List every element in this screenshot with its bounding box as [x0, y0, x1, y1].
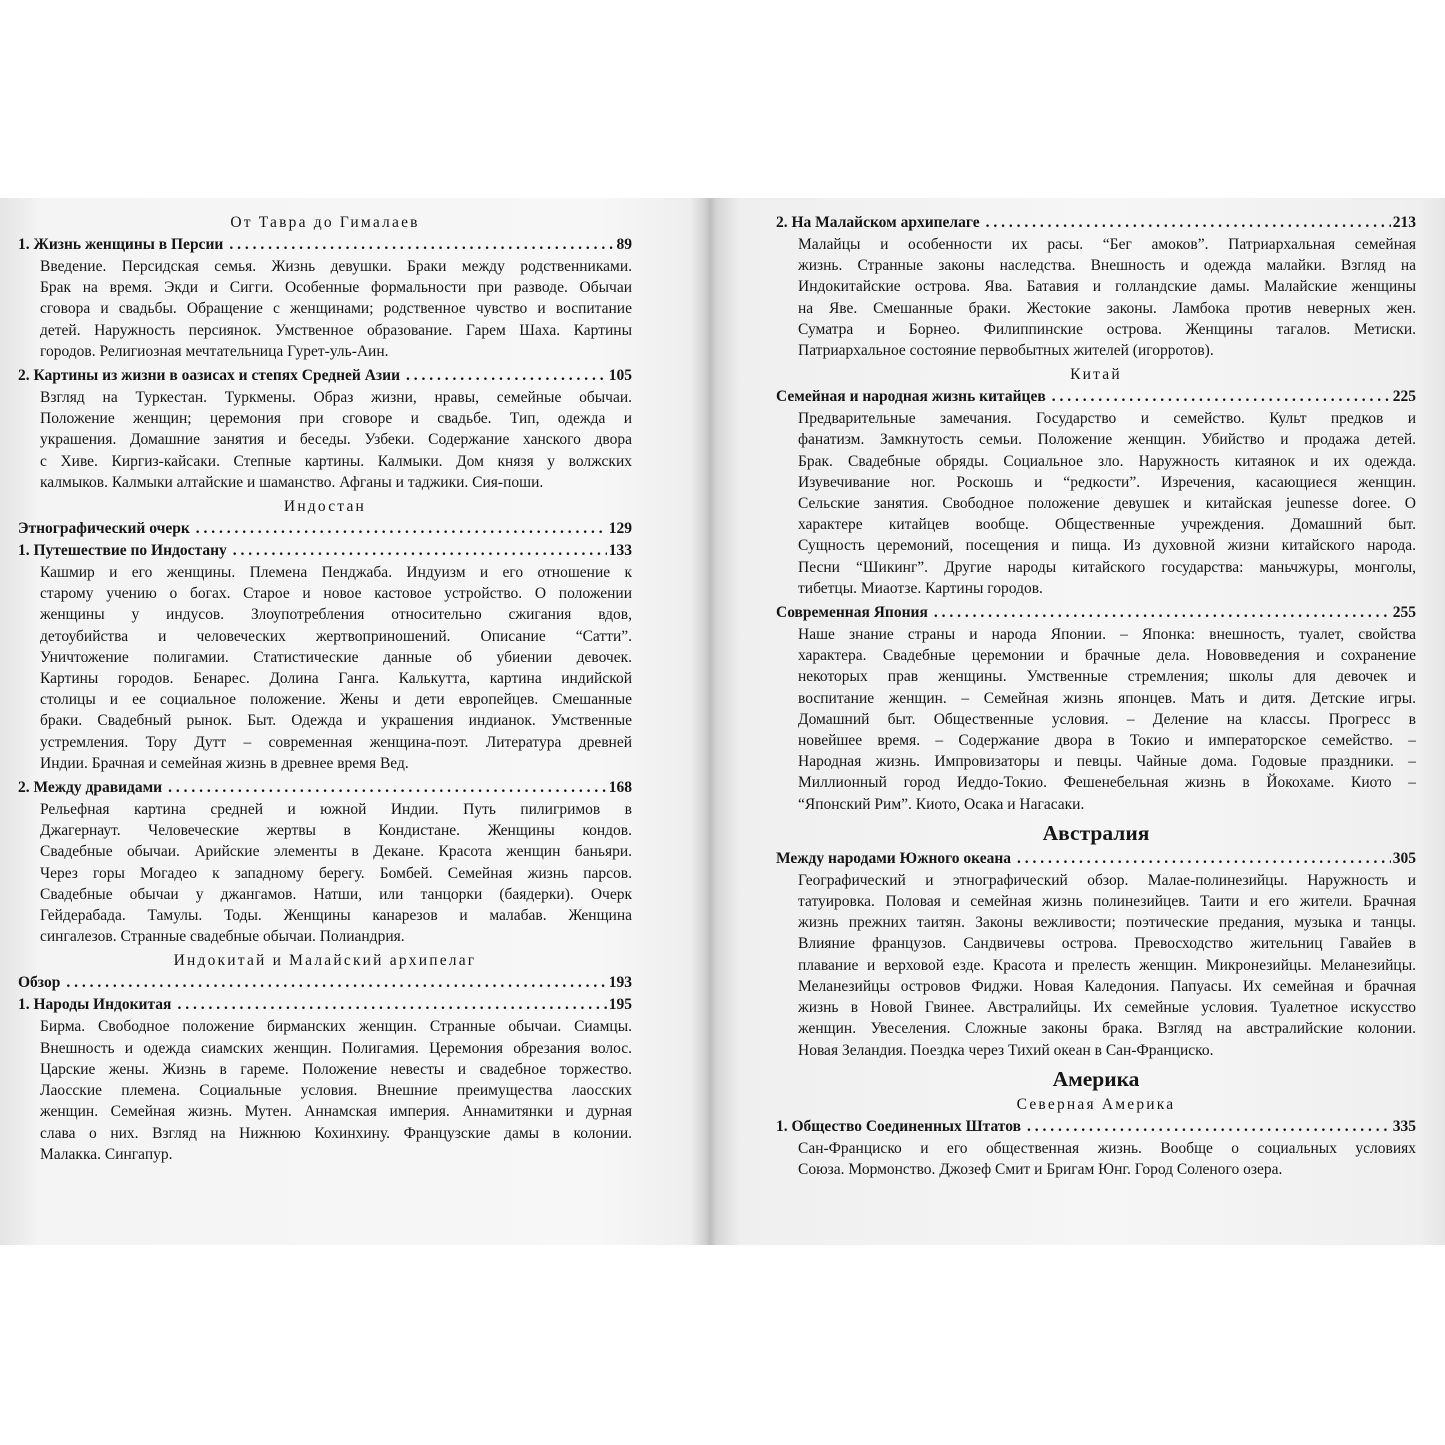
page-number: 193	[608, 974, 632, 992]
entry-title: Современная Япония	[776, 604, 928, 622]
description-line: плавание и верховой езде. Красота и прелесть женщин. Микронезийцы. Меланезийцы.	[798, 956, 1416, 974]
page-number: 168	[608, 779, 632, 797]
dot-leader	[934, 602, 1391, 624]
dot-leader	[1017, 848, 1391, 870]
entry-description	[798, 624, 1416, 815]
entry-title: 2. На Малайском архипелаге	[776, 214, 980, 231]
section-heading: От Тавра до Гималаев	[230, 214, 420, 231]
entry-description	[40, 1016, 632, 1164]
page-number: 89	[616, 236, 632, 253]
description-line: столицы и ее социальное положение. Жены и дети европейцев. Смешанные	[40, 691, 632, 709]
description-line: Царские жены. Жизнь в гареме. Положение невесты и свадебное торжество.	[40, 1060, 632, 1078]
dot-leader	[406, 365, 607, 387]
description-line: Малайцы и особенности их расы. “Бег амоков”. Патриархальная семейная	[798, 236, 1416, 253]
description-line: Индокитайские острова. Ява. Батавия и голландские дамы. Малайские женщины	[798, 278, 1416, 296]
dot-leader	[229, 234, 614, 256]
description-line: Сан-Франциско и его общественная жизнь. Вообще о социальных условиях	[798, 1139, 1416, 1157]
toc-entry[interactable]	[18, 234, 632, 256]
entry-title: Между народами Южного океана	[776, 849, 1012, 867]
description-line: Кашмир и его женщины. Племена Пенджаба. Индуизм и его отношение к	[40, 564, 632, 582]
dot-leader	[196, 518, 607, 540]
description-line: Внешность и одежда сиамских женщин. Полигамия. Церемония обрезания волос.	[40, 1039, 632, 1057]
description-line: Рельефная картина средней и южной Индии. Путь пилигримов в	[40, 801, 632, 819]
description-line: Брак. Свадебные обряды. Социальное зло. Наружность китаянок и их одежда.	[798, 452, 1416, 470]
description-line: женщин. Семейная жизнь. Мутен. Аннамская империя. Аннамитянки и дурная	[40, 1103, 632, 1121]
page-number: 255	[1392, 604, 1416, 622]
entry-title: 2. Между дравидами	[18, 779, 163, 797]
section-heading: Австралия	[1042, 820, 1150, 845]
description-line: характера. Свадебные церемонии и брачные дела. Нововведения и сохранение	[798, 647, 1416, 665]
section-heading: Китай	[1070, 366, 1122, 384]
description-line: Малакка. Сингапур.	[40, 1145, 173, 1163]
description-line: Наше знание страны и народа Японии. – Японка: внешность, туалет, свойства	[798, 626, 1416, 644]
page-number: 129	[608, 520, 632, 538]
description-line: характере китайцев вообще. Общественные учреждения. Домашний быт.	[798, 516, 1416, 534]
toc-entry[interactable]	[18, 994, 632, 1016]
entry-title: 2. Картины из жизни в оазисах и степях Средней Азии	[18, 367, 401, 385]
description-line: устремления. Тору Дутт – современная женщина-поэт. Литература древней	[40, 733, 632, 751]
description-line: Патриархальное состояние первобытных жителей (игорротов).	[798, 342, 1214, 360]
description-line: браки. Свадебный рынок. Быт. Одежда и украшения индианок. Умственные	[40, 712, 632, 730]
section-heading: Индостан	[283, 498, 367, 516]
spacer	[18, 1165, 632, 1168]
section-heading: Северная Америка	[1016, 1095, 1176, 1113]
section-heading: Америка	[1052, 1066, 1140, 1091]
description-line: Меланезийцы островов Фиджи. Новая Каледония. Папуасы. Их семейная и брачная	[798, 977, 1416, 995]
description-line: новейшее время. – Содержание двора в Токио и императорское семейство. –	[798, 732, 1416, 750]
entry-title: 1. Путешествие по Индостану	[18, 542, 227, 560]
description-line: Свадебные обычаи. Арийские элементы в Декане. Красота женщин баньяри.	[40, 843, 632, 861]
description-line: Домашний быт. Общественные условия. – Деление на классы. Прогресс в	[798, 710, 1416, 728]
entry-title: Обзор	[18, 974, 61, 992]
description-line: Джагернаут. Человеческие жертвы в Кондистане. Женщины кондов.	[40, 822, 632, 840]
description-line: Союза. Мормонство. Джозеф Смит и Бригам Юнг. Город Соленого озера.	[798, 1160, 1283, 1178]
entry-description	[798, 1138, 1416, 1180]
entry-title: Семейная и народная жизнь китайцев	[776, 388, 1046, 406]
description-line: Географический и этнографический обзор. Малае-полинезийцы. Наружность и	[798, 871, 1416, 889]
description-line: Изувечивание ног. Роскошь и “редкости”. Изречения, касающиеся женщин.	[798, 473, 1416, 491]
entry-title: 1. Общество Соединенных Штатов	[776, 1117, 1021, 1135]
page-number: 195	[608, 996, 632, 1014]
description-line: Картины городов. Бенарес. Долина Ганга. Калькутта, картина индийской	[40, 670, 632, 688]
description-line: калмыков. Калмыки алтайские и шаманство. Афганы и таджики. Сия-поши.	[40, 473, 544, 491]
description-line: фанатизм. Замкнутость семьи. Положение женщин. Убийство и продажа детей.	[798, 431, 1416, 449]
description-line: Влияние французов. Сандвичевы острова. Превосходство жительниц Гавайев в	[798, 935, 1416, 953]
toc-entry[interactable]	[776, 386, 1416, 408]
entry-description	[40, 799, 632, 947]
description-line: воспитание женщин. – Семейная жизнь японцев. Мать и дитя. Детские игры.	[798, 689, 1416, 707]
toc-entry[interactable]	[776, 602, 1416, 624]
description-line: Свадебные обычаи у джангамов. Натши, или танцорки (баядерки). Очерк	[40, 885, 632, 903]
entry-description	[798, 234, 1416, 361]
entry-description	[40, 562, 632, 774]
entry-title: Этнографический очерк	[18, 520, 190, 538]
description-line: жизнь прежних таитян. Законы вежливости; поэтические предания, музыка и танцы.	[798, 914, 1416, 932]
entry-description	[40, 256, 632, 362]
page-number: 305	[1392, 849, 1416, 867]
left-page-contents	[18, 212, 632, 1168]
spacer	[776, 1180, 1416, 1183]
description-line: Суматра и Борнео. Филиппинские острова. Женщины тагалов. Метиски.	[798, 320, 1416, 338]
toc-entry[interactable]	[18, 777, 632, 799]
description-line: Миллионный город Иеддо-Токио. Фешенебельная жизнь в Йокохаме. Киото –	[798, 774, 1416, 792]
description-line: Народная жизнь. Импровизаторы и певцы. Чайные дома. Годовые праздники. –	[798, 753, 1416, 771]
description-line: женщины у индусов. Злоупотребления относительно сжигания вдов,	[40, 606, 632, 624]
toc-entry[interactable]	[18, 518, 632, 540]
description-line: сингалезов. Странные свадебные обычаи. Полиандрия.	[40, 928, 405, 946]
description-line: жизнь. Странные законы наследства. Внешность и одежда малайки. Взгляд на	[798, 257, 1416, 275]
description-line: слава о них. Взгляд на Нижнюю Кохинхину. Французские дамы в колонии.	[40, 1124, 632, 1142]
description-line: Новая Зеландия. Поездка через Тихий океан в Сан-Франциско.	[798, 1041, 1214, 1059]
page-number: 213	[1392, 214, 1416, 231]
description-line: Уничтожение полигамии. Статистические данные об убиении девочек.	[40, 648, 632, 666]
toc-entry[interactable]	[776, 212, 1416, 234]
description-line: сговора и свадьбы. Обращение с женщинами; родственное чувство и воспитание	[40, 300, 632, 318]
description-line: женщин. Увеселения. Сложные законы брака. Взгляд на австралийские колонии.	[798, 1020, 1416, 1038]
description-line: украшения. Домашние занятия и беседы. Узбеки. Содержание ханского двора	[40, 431, 632, 449]
page-number: 335	[1392, 1117, 1416, 1135]
dot-leader	[66, 972, 606, 994]
section-heading: Индокитай и Малайский архипелаг	[173, 952, 477, 970]
page-number: 133	[608, 542, 632, 560]
toc-entry[interactable]	[776, 848, 1416, 870]
description-line: Взгляд на Туркестан. Туркмены. Образ жизни, нравы, семейные обычаи.	[40, 389, 632, 407]
description-line: детей. Наружность персиянок. Умственное образование. Гарем Шаха. Картины	[40, 321, 632, 339]
dot-leader	[986, 212, 1391, 234]
right-page-contents	[776, 212, 1416, 1183]
description-line: Лаосские племена. Социальные условия. Внешние преимущества лаосских	[40, 1082, 632, 1100]
description-line: Гейдерабада. Тамулы. Тоды. Женщины канарезов и малабав. Женщина	[40, 907, 632, 925]
description-line: детоубийства и человеческих жертвоприношений. Описание “Сатти”.	[40, 627, 632, 645]
dot-leader	[1027, 1116, 1391, 1138]
toc-entry[interactable]	[18, 972, 632, 994]
toc-entry[interactable]	[776, 1116, 1416, 1138]
entry-description	[40, 387, 632, 493]
description-line: старому учению о богах. Старое и новое кастовое устройство. О положении	[40, 585, 632, 603]
description-line: Положение женщин; церемония при сговоре и свадьбе. Тип, одежда и	[40, 410, 632, 428]
description-line: с Хиве. Киргиз-кайсаки. Степные картины. Калмыки. Дом князя у волжских	[40, 452, 632, 470]
description-line: Через горы Могадео к западному берегу. Бомбей. Семейная жизнь парсов.	[40, 864, 632, 882]
dot-leader	[177, 994, 606, 1016]
description-line: жизнь в Новой Гвинее. Австралийцы. Их семейные условия. Туалетное искусство	[798, 999, 1416, 1017]
description-line: Сущность церемоний, посещения и пища. Из духовной жизни китайского народа.	[798, 537, 1416, 555]
description-line: Предварительные замечания. Государство и семейство. Культ предков и	[798, 410, 1416, 428]
description-line: тибетцы. Миаотзе. Картины городов.	[798, 579, 1043, 597]
description-line: городов. Религиозная мечтательница Гурет-уль-Аин.	[40, 342, 389, 360]
description-line: Введение. Персидская семья. Жизнь девушки. Браки между родственниками.	[40, 258, 632, 275]
description-line: Бирма. Свободное положение бирманских женщин. Странные обычаи. Сиамцы.	[40, 1018, 632, 1036]
description-line: татуировка. Половая и семейная жизнь полинезийцев. Таити и его жители. Брачная	[798, 893, 1416, 911]
page-number: 105	[608, 367, 632, 385]
description-line: на Яве. Смешанные браки. Жестокие законы. Ламбока против неверных жен.	[798, 299, 1416, 317]
page-number: 225	[1392, 388, 1416, 406]
left-page	[18, 198, 632, 1245]
dot-leader	[1052, 386, 1391, 408]
right-page	[776, 198, 1416, 1245]
toc-entry[interactable]	[18, 540, 632, 562]
description-line: Сельские занятия. Свободное положение девушек и китайская jeunesse doree. О	[798, 495, 1416, 513]
entry-title: 1. Жизнь женщины в Персии	[18, 236, 224, 253]
description-line: Индии. Брачная и семейная жизнь в древнее время Вед.	[40, 754, 409, 772]
entry-description	[798, 408, 1416, 599]
dot-leader	[168, 777, 607, 799]
book-spread	[0, 198, 1445, 1245]
description-line: Песни “Шикинг”. Другие народы китайского государства: маньчжуры, монголы,	[798, 558, 1416, 576]
toc-entry[interactable]	[18, 365, 632, 387]
dot-leader	[233, 540, 607, 562]
entry-description	[798, 870, 1416, 1061]
description-line: Брак на время. Экди и Сигги. Особенные формальности при разводе. Обычаи	[40, 279, 632, 297]
description-line: “Японский Рим”. Киото, Осака и Нагасаки.	[798, 795, 1085, 813]
description-line: некоторых прав женщины. Умственные стремления; школы для девочек и	[798, 668, 1416, 686]
entry-title: 1. Народы Индокитая	[18, 996, 172, 1014]
